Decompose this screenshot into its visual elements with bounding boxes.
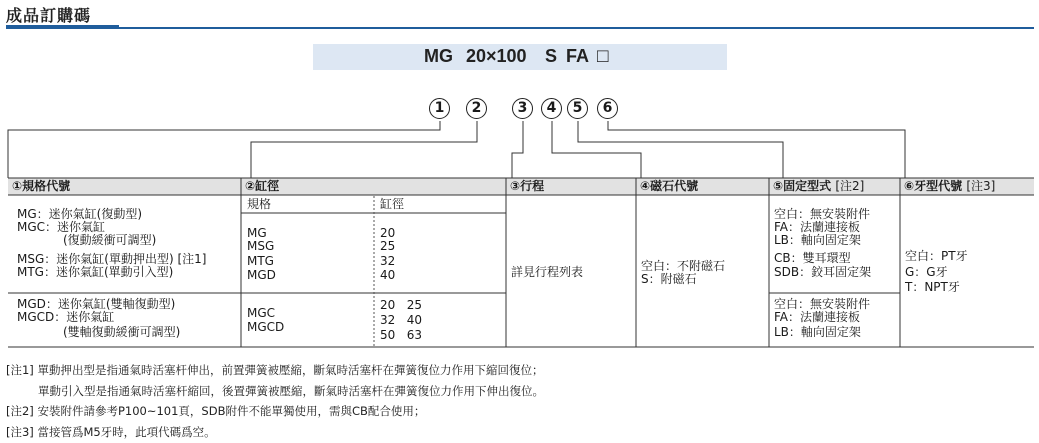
bore-model: MSG: [247, 239, 275, 253]
magnet-line: 空白：不附磁石: [641, 259, 726, 273]
connector-3: [512, 121, 523, 178]
spec-line: MGC：迷你氣缸: [17, 220, 106, 234]
thread-line: 空白：PT牙: [905, 249, 968, 263]
mount-line: FA：法蘭連接板: [774, 220, 861, 234]
bore-value: 20 25: [380, 298, 422, 312]
bore-model: MGCD: [247, 320, 285, 334]
code-bore-stroke: 20×100: [466, 46, 527, 66]
bore-value: 32 40: [380, 313, 422, 327]
bore-value: 40: [380, 268, 396, 282]
bore-value: 25: [380, 239, 396, 253]
footnote-3: [注3] 當接管爲M5牙時，此項代碼爲空。: [6, 425, 216, 439]
connector-6: [608, 121, 905, 178]
footnote-1-cont: 單動引入型是指通氣時活塞杆縮回，後置彈簧被壓縮，斷氣時活塞杆在彈簧復位力作用下伸出復位。: [38, 384, 544, 398]
page-title: 成品訂購碼: [6, 6, 92, 25]
marker-2: 2: [466, 98, 487, 119]
spec-line: MG：迷你氣缸(復動型): [17, 207, 143, 221]
header-mount-note: [注2]: [835, 179, 865, 193]
connector-1: [8, 121, 440, 178]
header-mount-label: ⑤固定型式: [773, 179, 832, 193]
header-bore: ②缸徑: [245, 179, 280, 193]
header-thread: [901, 178, 995, 195]
marker-6: 6: [597, 98, 618, 119]
spec-line: MTG：迷你氣缸(單動引入型): [17, 265, 174, 279]
spec-line: MGCD：迷你氣缸: [17, 310, 115, 324]
thread-line: T：NPT牙: [905, 280, 960, 294]
bore-model: MGC: [247, 306, 276, 320]
spec-line: (雙軸復動緩衝可調型): [63, 325, 181, 339]
mount-line: LB：軸向固定架: [774, 233, 861, 247]
marker-4: 4: [541, 98, 562, 119]
code-model: MG: [424, 46, 453, 66]
bore-value: 32: [380, 254, 396, 268]
footnote-1: [注1] 單動押出型是指通氣時活塞杆伸出，前置彈簧被壓縮，斷氣時活塞杆在彈簧復位力作用下縮回復位；: [6, 363, 544, 377]
mount-line: SDB：鉸耳固定架: [774, 265, 872, 279]
bore-model: MTG: [247, 254, 274, 268]
bore-model: MGD: [247, 268, 276, 282]
spec-line: MGD：迷你氣缸(雙軸復動型): [17, 297, 176, 311]
mount-line: LB：軸向固定架: [774, 325, 861, 339]
stroke-text: 詳見行程列表: [511, 265, 584, 279]
footnote-2: [注2] 安裝附件請參考P100~101頁，SDB附件不能單獨使用，需與CB配合使用；: [6, 404, 426, 418]
thread-line: G：G牙: [905, 265, 948, 279]
mount-line: 空白：無安裝附件: [774, 207, 871, 221]
code-mount: FA: [566, 46, 590, 66]
header-thread-label: ⑥牙型代號: [904, 179, 963, 193]
bore-value: 50 63: [380, 328, 422, 342]
header-thread-note: [注3]: [966, 179, 996, 193]
header-mount: [770, 178, 864, 195]
mount-line: 空白：無安裝附件: [774, 297, 871, 311]
spec-line: (復動緩衝可調型): [63, 233, 157, 247]
spec-line: MSG：迷你氣缸(單動押出型) [注1]: [17, 252, 207, 266]
bore-label-bore: 缸徑: [380, 197, 405, 211]
bore-value: 20: [380, 226, 396, 240]
bore-model: MG: [247, 226, 267, 240]
bore-label-model: 規格: [247, 197, 272, 211]
header-stroke: ③行程: [510, 179, 545, 193]
header-spec-code: ①規格代號: [12, 179, 71, 193]
mount-line: FA：法蘭連接板: [774, 310, 861, 324]
header-magnet: ④磁石代號: [640, 179, 699, 193]
mount-line: CB：雙耳環型: [774, 251, 851, 265]
code-thread: □: [597, 46, 609, 67]
code-magnet: S: [545, 46, 558, 66]
marker-3: 3: [512, 98, 533, 119]
marker-5: 5: [567, 98, 588, 119]
magnet-line: S：附磁石: [641, 272, 697, 286]
marker-1: 1: [429, 98, 450, 119]
